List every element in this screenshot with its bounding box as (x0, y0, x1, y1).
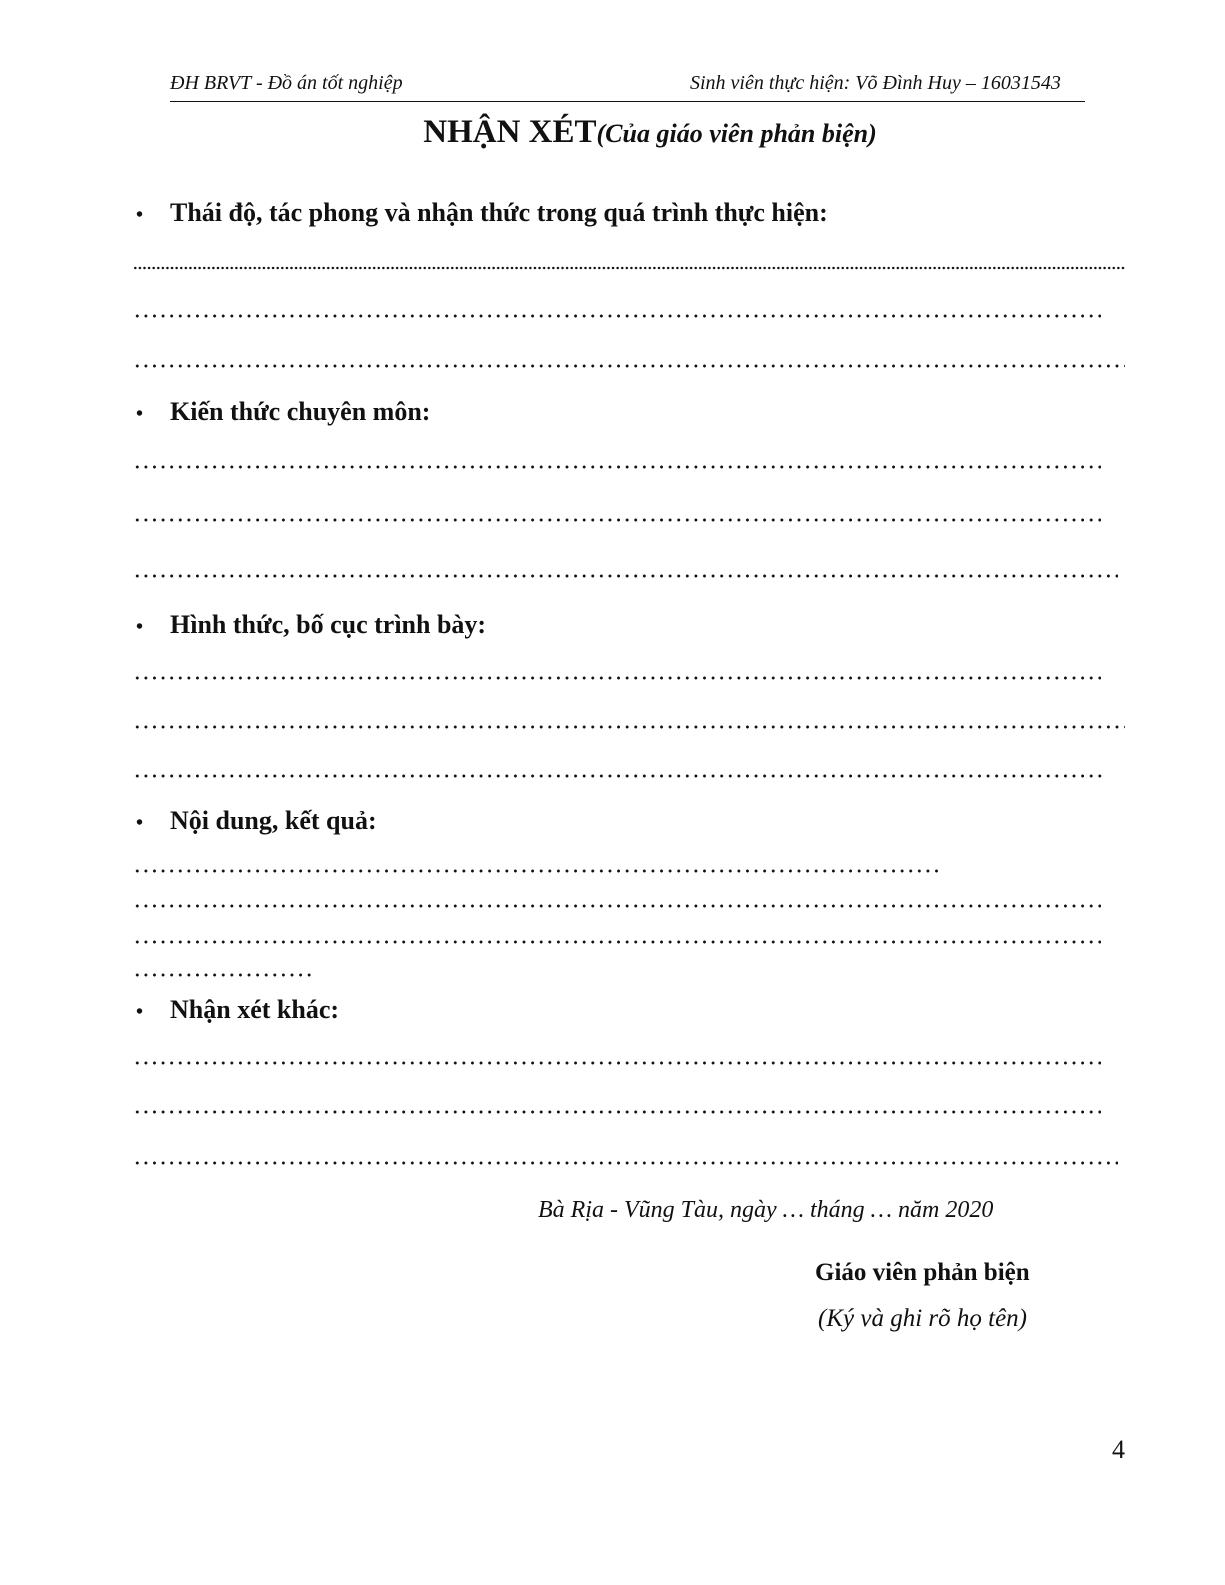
dotted-answer-line (133, 266, 1125, 270)
dotted-answer-line (133, 904, 1101, 908)
dotted-answer-line (133, 869, 943, 873)
dotted-answer-line (133, 364, 1125, 368)
dotted-answer-line (133, 973, 313, 977)
section-label-expertise: Kiến thức chuyên môn: (170, 397, 431, 426)
page-number: 4 (1112, 1435, 1125, 1464)
dotted-answer-line (133, 1110, 1101, 1114)
section-label-content-results: Nội dung, kết quả: (170, 806, 377, 835)
bullet-icon: • (136, 1001, 144, 1023)
place-and-date: Bà Rịa - Vũng Tàu, ngày … tháng … năm 2020 (538, 1197, 994, 1223)
dotted-answer-line (133, 940, 1101, 944)
section-label-presentation: Hình thức, bố cục trình bày: (170, 610, 487, 639)
dotted-answer-line (133, 314, 1101, 318)
signer-title: Giáo viên phản biện (815, 1259, 1030, 1286)
signature-instruction: (Ký và ghi rõ họ tên) (818, 1305, 1027, 1332)
title-main: NHẬN XÉT (423, 114, 597, 150)
dotted-answer-line (133, 1161, 1118, 1165)
bullet-icon: • (136, 403, 144, 425)
bullet-icon: • (136, 812, 144, 834)
header-left: ĐH BRVT - Đồ án tốt nghiệp (170, 72, 403, 94)
bullet-icon: • (136, 204, 144, 226)
dotted-answer-line (133, 725, 1125, 729)
section-label-attitude: Thái độ, tác phong và nhận thức trong quá trình thực hiện: (170, 198, 828, 227)
dotted-answer-line (133, 518, 1101, 522)
dotted-answer-line (133, 574, 1118, 578)
dotted-answer-line (133, 676, 1101, 680)
header-right: Sinh viên thực hiện: Võ Đình Huy – 16031543 (690, 72, 1061, 94)
section-label-other-comments: Nhận xét khác: (170, 995, 340, 1024)
bullet-icon: • (136, 616, 144, 638)
page-title (0, 114, 1225, 151)
dotted-answer-line (133, 1061, 1101, 1065)
dotted-answer-line (133, 465, 1101, 469)
dotted-answer-line (133, 774, 1103, 778)
title-subtitle: (Của giáo viên phản biện) (596, 119, 877, 148)
header-divider (170, 101, 1085, 102)
